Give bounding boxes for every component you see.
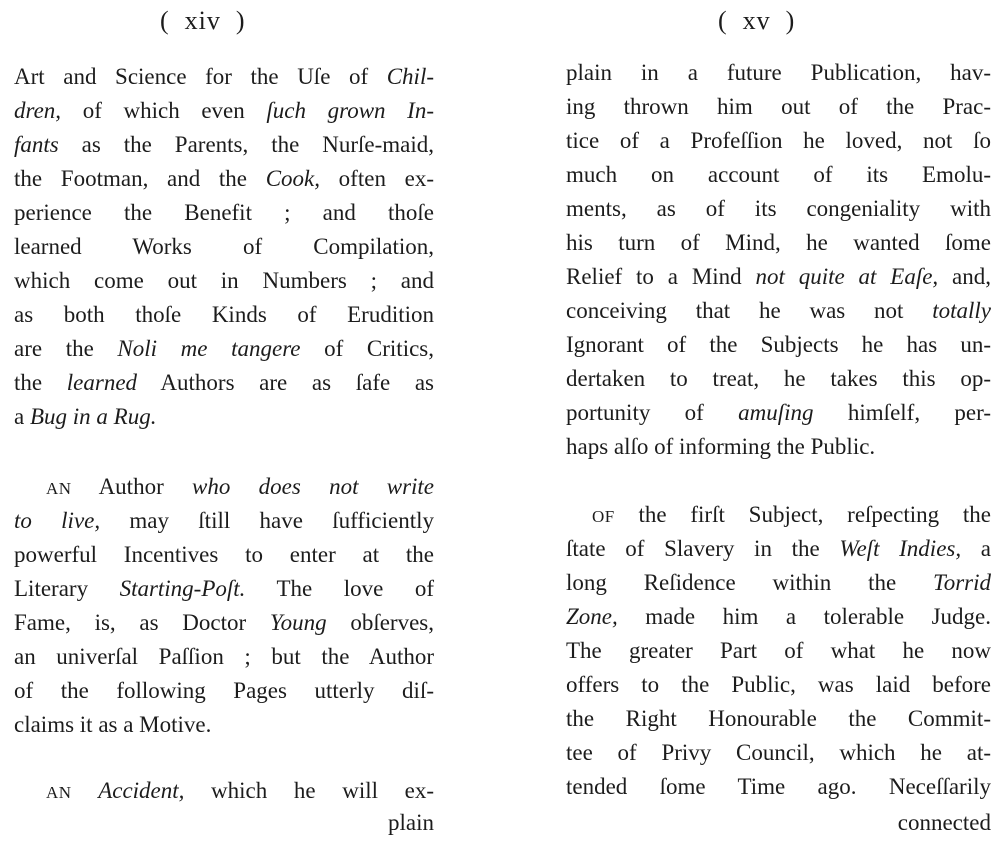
text-run: who does not write: [192, 474, 435, 499]
text-run: Chil-: [386, 64, 434, 89]
text-run: Relief to a Mind: [566, 264, 756, 289]
text-run: and,: [938, 264, 991, 289]
page-number-left: ( xiv ): [160, 6, 246, 35]
text-run: The greater Part of what he now: [566, 638, 991, 663]
text-run: to live,: [14, 508, 101, 533]
catchword: connected: [897, 810, 991, 835]
text-run: portunity of: [566, 400, 739, 425]
text-run: ſuch grown In-: [266, 98, 434, 123]
text-line: [14, 164, 434, 194]
text-line: [14, 334, 434, 364]
text-run: as the Parents, the Nurſe-maid,: [58, 132, 434, 157]
text-run: an univerſal Paſſion ; but the Author: [14, 644, 434, 669]
text-line: [566, 364, 991, 394]
text-run: conceiving that he was not: [566, 298, 933, 323]
text-line: [14, 710, 434, 740]
text-line: [14, 266, 434, 296]
text-run: dertaken to treat, he takes this op-: [566, 366, 991, 391]
text-run: OF: [592, 507, 615, 526]
text-line: [14, 642, 434, 672]
text-run: of Critics,: [300, 336, 434, 361]
text-run: a: [14, 404, 30, 429]
text-run: the: [14, 370, 67, 395]
text-line: [566, 772, 991, 802]
text-line: [14, 232, 434, 262]
text-run: not quite at Eaſe,: [755, 264, 939, 289]
text-run: Starting-Poſt.: [119, 576, 246, 601]
text-run: learned: [66, 370, 138, 395]
text-line: [14, 368, 434, 398]
text-run: Accident,: [98, 778, 185, 803]
text-run: may ſtill have ſufficiently: [100, 508, 434, 533]
text-run: Art and Science for the Uſe of: [14, 64, 387, 89]
text-run: offers to the Public, was laid before: [566, 672, 991, 697]
text-line: [14, 130, 434, 160]
text-run: perience the Benefit ; and thoſe: [14, 200, 434, 225]
text-run: ing thrown him out of the Prac-: [566, 94, 991, 119]
text-run: ſtate of Slavery in the: [566, 536, 840, 561]
text-run: tice of a Profeſſion he loved, not ſo: [566, 128, 991, 153]
text-run: The love of: [245, 576, 434, 601]
text-run: haps alſo of informing the Public.: [566, 434, 876, 459]
text-run: much on account of its Emolu-: [566, 162, 991, 187]
text-run: learned Works of Compilation,: [14, 234, 434, 259]
text-line: [14, 472, 434, 502]
text-run: of the following Pages utterly diſ-: [14, 678, 434, 703]
text-line: [14, 506, 434, 536]
text-line: [14, 574, 434, 604]
text-run: amuſing: [738, 400, 814, 425]
text-run: Fame, is, as Doctor: [14, 610, 270, 635]
text-line: [566, 602, 991, 632]
text-run: of which even: [61, 98, 267, 123]
text-line: [14, 402, 434, 432]
text-run: the firſt Subject, reſpecting the: [614, 502, 991, 527]
catchword: plain: [388, 810, 434, 835]
text-run: fants: [14, 132, 59, 157]
text-line: [566, 398, 991, 428]
text-run: long Reſidence within the: [566, 570, 934, 595]
text-run: Literary: [14, 576, 120, 601]
text-line: [566, 296, 991, 326]
text-line: [566, 330, 991, 360]
text-line: [566, 704, 991, 734]
page-number-right: ( xv ): [718, 6, 796, 35]
text-line: [566, 58, 991, 88]
text-run: Author: [71, 474, 193, 499]
text-line: [14, 62, 434, 92]
text-run: made him a tolerable Judge.: [617, 604, 991, 629]
text-run: tee of Privy Council, which he at-: [566, 740, 991, 765]
text-run: Ignorant of the Subjects he has un-: [566, 332, 991, 357]
text-run: Cook,: [265, 166, 320, 191]
text-run: are the: [14, 336, 118, 361]
text-run: his turn of Mind, he wanted ſome: [566, 230, 991, 255]
text-run: often ex-: [320, 166, 434, 191]
text-run: dren,: [14, 98, 62, 123]
text-run: Authors are as ſafe as: [137, 370, 435, 395]
text-run: as both thoſe Kinds of Erudition: [14, 302, 434, 327]
text-line: [566, 534, 991, 564]
text-run: Bug in a Rug.: [29, 404, 157, 429]
text-run: Weſt Indies,: [839, 536, 962, 561]
text-line: [566, 500, 991, 530]
text-line: [566, 126, 991, 156]
text-line: [566, 194, 991, 224]
text-run: Zone,: [566, 604, 618, 629]
text-line: [14, 676, 434, 706]
text-run: plain in a future Publication, hav-: [566, 60, 991, 85]
right-page: [500, 0, 1000, 852]
text-run: a: [961, 536, 992, 561]
text-line: [566, 262, 991, 292]
text-run: [72, 778, 99, 803]
text-line: [14, 300, 434, 330]
text-run: the Footman, and the: [14, 166, 266, 191]
text-run: himſelf, per-: [813, 400, 991, 425]
text-run: Torrid: [933, 570, 991, 595]
text-run: claims it as a Motive.: [14, 712, 212, 737]
text-line: [14, 96, 434, 126]
text-run: ments, as of its congeniality with: [566, 196, 991, 221]
text-run: the Right Honourable the Commit-: [566, 706, 991, 731]
text-line: [566, 432, 991, 462]
text-run: which come out in Numbers ; and: [14, 268, 434, 293]
text-run: AN: [46, 479, 72, 498]
text-line: [14, 608, 434, 638]
text-line: [566, 568, 991, 598]
text-run: obſerves,: [326, 610, 434, 635]
text-run: Young: [269, 610, 327, 635]
text-run: AN: [46, 783, 72, 802]
text-run: tended ſome Time ago. Neceſſarily: [566, 774, 991, 799]
text-line: [14, 776, 434, 806]
text-line: [566, 92, 991, 122]
text-run: Noli me tangere: [117, 336, 301, 361]
text-run: totally: [932, 298, 991, 323]
text-line: [566, 160, 991, 190]
text-line: [14, 198, 434, 228]
text-line: [566, 636, 991, 666]
text-line: [566, 670, 991, 700]
text-line: [566, 738, 991, 768]
text-run: powerful Incentives to enter at the: [14, 542, 434, 567]
text-line: [566, 228, 991, 258]
text-run: which he will ex-: [184, 778, 434, 803]
text-line: [14, 540, 434, 570]
